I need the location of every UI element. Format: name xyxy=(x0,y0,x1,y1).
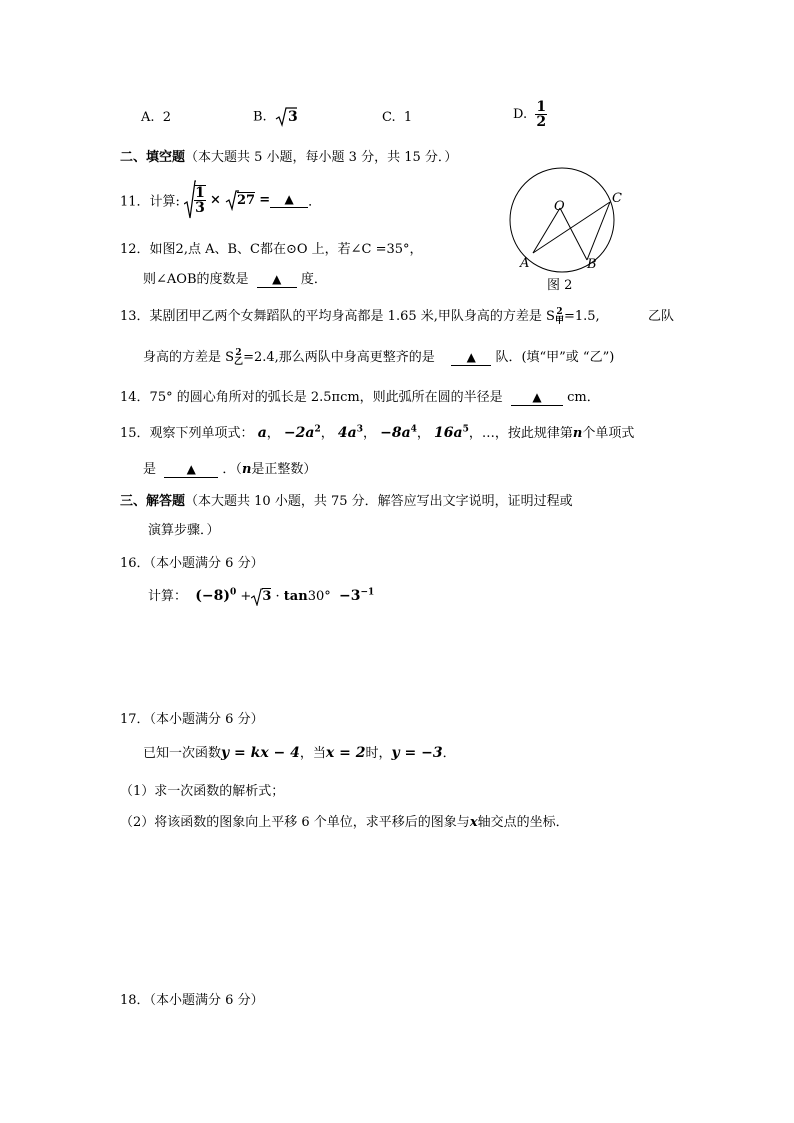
question-13-line-1-end: 乙队 xyxy=(648,309,675,324)
fraction-one-third: $\frac{1}{3}$ xyxy=(195,185,205,216)
question-13-line-2: 身高的方差是 S 2 乙 =2.4,那么两队中身高更整齐的是 ▲ 队．(填“甲”或 “乙”) xyxy=(143,347,615,367)
label-c: C xyxy=(612,191,622,206)
question-18-header: 18．（本小题满分 6 分） xyxy=(120,993,264,1008)
choice-b: B. 3 xyxy=(253,106,298,128)
choice-c: C. 1 xyxy=(382,110,413,125)
answer-blank[interactable]: ▲ xyxy=(270,192,308,208)
segment-ao xyxy=(533,208,560,253)
figure-circle-diagram xyxy=(500,160,630,290)
question-12-line-2: 则∠AOB的度数是 ▲ 度． xyxy=(143,272,327,287)
label-o: O xyxy=(554,199,565,214)
section-3-heading-line-2: 演算步骤．） xyxy=(148,523,220,538)
choice-a: A. 2 xyxy=(141,110,172,125)
question-13-line-1: 13．某剧团甲乙两个女舞蹈队的平均身高都是 1.65 米,甲队身高的方差是 S 2 甲 =1.5, xyxy=(120,306,600,326)
question-16-header: 16．（本小题满分 6 分） xyxy=(120,556,264,571)
segment-ob xyxy=(560,208,587,260)
question-15-line-2: 是 ▲ ．（n是正整数） xyxy=(143,462,317,477)
question-16-expression: 计算： $(-8)^0 + 3 \cdot \tan 30^\circ -3^{-1}$ xyxy=(148,587,375,604)
choice-d: D. $\frac{1}{2}$ xyxy=(513,99,547,130)
fraction-one-half: $\frac{1}{2}$ xyxy=(536,99,547,130)
answer-blank[interactable]: ▲ xyxy=(257,272,297,288)
label-a: A xyxy=(520,256,530,271)
question-17-header: 17．（本小题满分 6 分） xyxy=(120,712,264,727)
question-17-part-1: （1）求一次函数的解析式； xyxy=(120,784,285,799)
question-17-condition: 已知一次函数y = kx − 4，当x = 2时，y = −3． xyxy=(143,745,456,761)
answer-blank[interactable]: ▲ xyxy=(511,390,563,406)
question-17-part-2: （2）将该函数的图象向上平移 6 个单位，求平移后的图象与x轴交点的坐标． xyxy=(120,815,569,830)
segment-cb xyxy=(587,202,610,260)
label-b: B xyxy=(587,257,597,272)
section-3-heading: 三、解答题（本大题共 10 小题，共 75 分．解答应写出文字说明，证明过程或 xyxy=(120,494,573,509)
answer-blank[interactable]: ▲ xyxy=(164,462,218,478)
answer-blank[interactable]: ▲ xyxy=(451,350,491,366)
question-15-line-1: 15．观察下列单项式： a， $-2a^2$， $4a^3$， $-8a^4$， $16a^5$，…，按此规律第n个单项式 xyxy=(120,424,635,441)
segment-ac xyxy=(533,202,610,253)
question-11: 11．计算: $\frac{1}{3}$ × 27 = ▲ ． xyxy=(120,180,321,220)
question-12-line-1: 12．如图2,点 A、B、C都在⊙O 上，若∠C =35°， xyxy=(120,242,423,257)
figure-caption: 图 2 xyxy=(547,278,573,293)
question-14: 14．75° 的圆心角所对的弧长是 2.5πcm，则此弧所在圆的半径是 ▲ cm． xyxy=(120,390,600,405)
section-2-heading: 二、填空题（本大题共 5 小题，每小题 3 分，共 15 分．） xyxy=(120,150,458,165)
